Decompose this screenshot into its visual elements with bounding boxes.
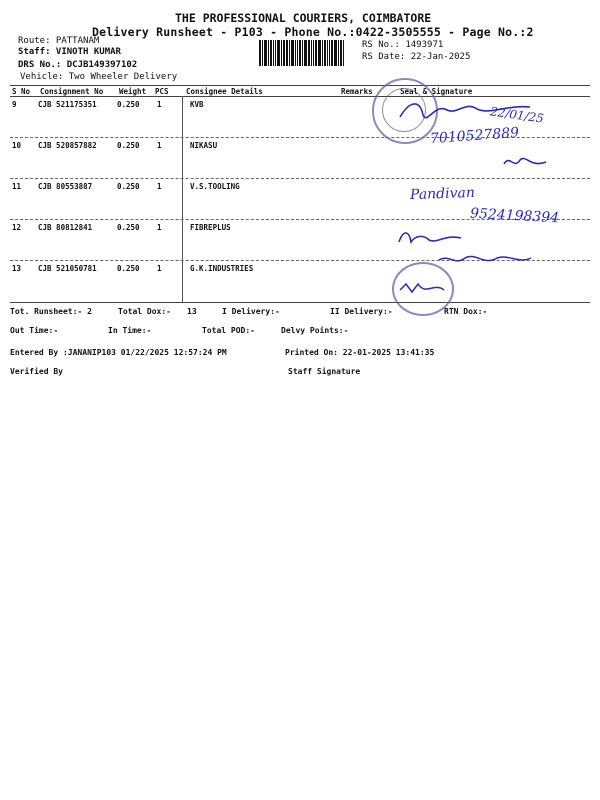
total-pod: Total POD:- bbox=[202, 326, 255, 335]
row-consignee: KVB bbox=[190, 100, 204, 109]
verified-by: Verified By bbox=[10, 367, 63, 376]
handwritten-phone-row-11: 9524198394 bbox=[469, 205, 560, 227]
row-consignment: CJB 521050781 bbox=[38, 264, 97, 273]
row-pcs: 1 bbox=[157, 264, 162, 273]
col-consignment: Consignment No bbox=[40, 87, 104, 96]
row-consignment: CJB 80553887 bbox=[38, 182, 93, 191]
row-consignment: CJB 520857882 bbox=[38, 141, 97, 150]
row-consignee: G.K.INDUSTRIES bbox=[190, 264, 254, 273]
out-time: Out Time:- bbox=[10, 326, 59, 335]
row-divider bbox=[10, 178, 590, 179]
row-weight: 0.250 bbox=[117, 223, 140, 232]
row-weight: 0.250 bbox=[117, 100, 140, 109]
company-title: THE PROFESSIONAL COURIERS, COIMBATORE bbox=[175, 11, 432, 25]
row-pcs: 1 bbox=[157, 182, 162, 191]
rs-number: RS No.: 1493971 bbox=[362, 40, 444, 50]
row-pcs: 1 bbox=[157, 100, 162, 109]
entered-by: Entered By :JANANIP103 01/22/2025 12:57:24 PM bbox=[10, 348, 227, 357]
rs-date: RS Date: 22-Jan-2025 bbox=[362, 52, 471, 62]
col-sno: S No bbox=[12, 87, 31, 96]
drs-number: DRS No.: DCJB149397102 bbox=[18, 60, 138, 70]
runsheet-subtitle: Delivery Runsheet - P103 - Phone No.:0422-3505555 - Page No.:2 bbox=[92, 25, 534, 39]
rtn-dox: RTN Dox:- bbox=[444, 307, 488, 316]
delvy-points: Delvy Points:- bbox=[281, 326, 349, 335]
row-pcs: 1 bbox=[157, 223, 162, 232]
table-bottom-rule bbox=[10, 302, 590, 303]
signature-row-13-b bbox=[398, 280, 448, 298]
staff-signature: Staff Signature bbox=[288, 367, 361, 376]
handwritten-date-row-9: 22/01/25 bbox=[489, 104, 545, 126]
handwritten-phone-row-9: 7010527889 bbox=[429, 124, 520, 148]
in-time: In Time:- bbox=[108, 326, 152, 335]
total-dox-label: Total Dox:- bbox=[118, 307, 171, 316]
row-consignee: NIKASU bbox=[190, 141, 218, 150]
col-seal-signature: Seal & Signature bbox=[400, 87, 473, 96]
row-sno: 10 bbox=[12, 141, 22, 150]
row-weight: 0.250 bbox=[117, 182, 140, 191]
signature-row-13-a bbox=[435, 250, 535, 270]
row-pcs: 1 bbox=[157, 141, 162, 150]
row-weight: 0.250 bbox=[117, 264, 140, 273]
row-sno: 11 bbox=[12, 182, 22, 191]
printed-on: Printed On: 22-01-2025 13:41:35 bbox=[285, 348, 435, 357]
row-sno: 13 bbox=[12, 264, 22, 273]
row-sno: 12 bbox=[12, 223, 22, 232]
col-remarks: Remarks bbox=[341, 87, 373, 96]
barcode bbox=[259, 40, 351, 66]
route-label: Route: PATTANAM bbox=[18, 36, 100, 46]
row-weight: 0.250 bbox=[117, 141, 140, 150]
table-top-rule bbox=[10, 85, 590, 86]
row-consignment: CJB 521175351 bbox=[38, 100, 97, 109]
i-delivery: I Delivery:- bbox=[222, 307, 280, 316]
col-consignee: Consignee Details bbox=[186, 87, 263, 96]
vehicle-label: Vehicle: Two Wheeler Delivery bbox=[20, 72, 178, 82]
total-dox-value: 13 bbox=[187, 307, 197, 316]
handwritten-name-row-11: Pandivan bbox=[409, 184, 476, 204]
tot-runsheet: Tot. Runsheet:- 2 bbox=[10, 307, 92, 316]
signature-row-10 bbox=[500, 152, 550, 172]
row-sno: 9 bbox=[12, 100, 17, 109]
row-consignee: V.S.TOOLING bbox=[190, 182, 240, 191]
row-consignee: FIBREPLUS bbox=[190, 223, 231, 232]
staff-label: Staff: VINOTH KUMAR bbox=[18, 47, 121, 57]
ii-delivery: II Delivery:- bbox=[330, 307, 393, 316]
col-pcs: PCS bbox=[155, 87, 169, 96]
column-divider bbox=[182, 96, 183, 303]
signature-row-12 bbox=[395, 226, 465, 248]
row-consignment: CJB 80812841 bbox=[38, 223, 93, 232]
col-weight: Weight bbox=[119, 87, 147, 96]
